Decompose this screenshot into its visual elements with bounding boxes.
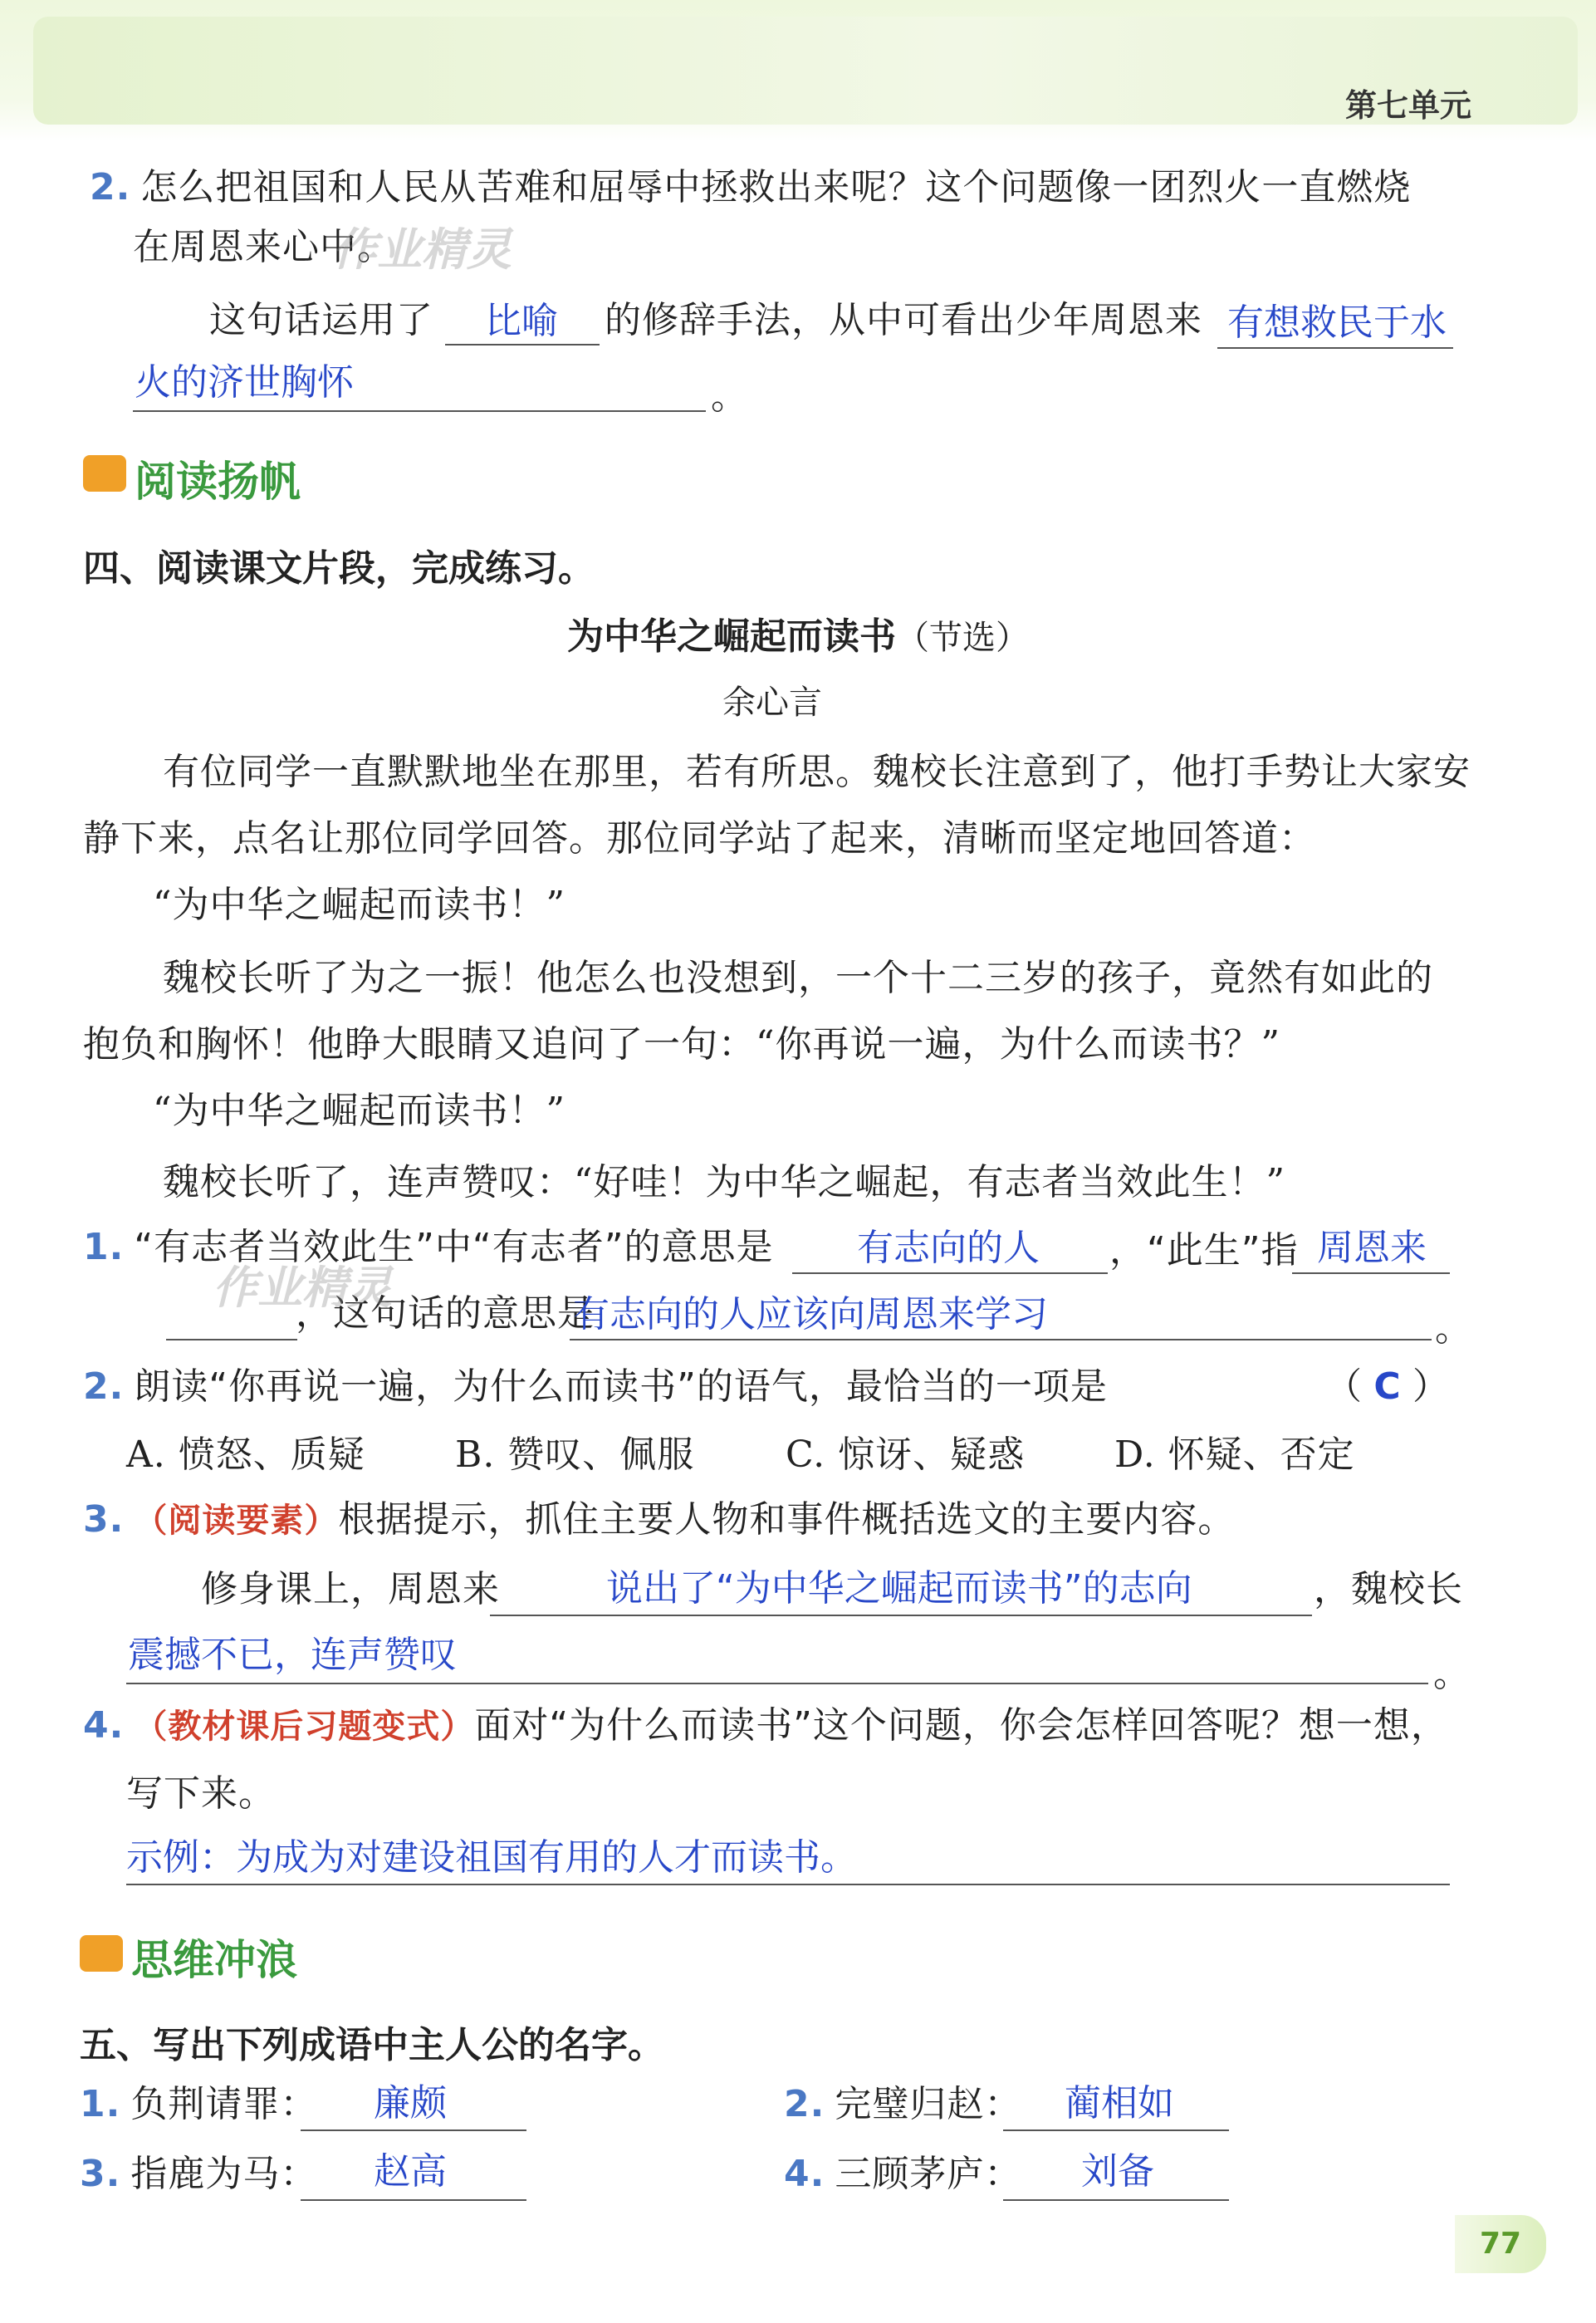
period: 。 [1433,1653,1471,1695]
section-title-reading: 阅读扬帆 [135,458,301,506]
q2-prev-fill-prefix: 这句话运用了 [209,299,433,341]
option-c: C. 惊讶、疑惑 [786,1433,1026,1476]
answer-text: 有志向的人 [857,1227,1040,1269]
q3-fill-mid: ，魏校长 [1314,1568,1463,1610]
passage-line: 静下来，点名让那位同学回答。那位同学站了起来，清晰而坚定地回答道： [83,817,1316,860]
q4-text2: 写下来。 [126,1772,276,1815]
option-d: D. 怀疑、否定 [1114,1433,1355,1476]
answer-text: 火的济世胸怀 [135,361,354,404]
question-number: 2. [83,1365,125,1408]
q1-text-b: ，“此生”指 [1109,1229,1299,1272]
passage-line: 有位同学一直默默地坐在那里，若有所思。魏校长注意到了，他打手势让大家安 [163,751,1471,793]
watermark: 作业精灵 [332,223,512,276]
answer-line [490,1615,1312,1616]
passage-title: 为中华之崛起而读书（节选） [567,615,1029,658]
passage-line: “为中华之崛起而读书！” [153,884,565,926]
answer-text: 蔺相如 [1065,2082,1174,2125]
answer-text: 赵高 [374,2150,447,2193]
answer-line [126,1683,1428,1684]
watermark: 作业精灵 [213,1262,392,1314]
period: 。 [1435,1307,1472,1350]
q2-prev-fill-mid: 的修辞手法，从中可看出少年周恩来 [605,299,1202,341]
passage-author: 余心言 [722,684,822,722]
question-number: 3. [83,1498,125,1541]
q4-text: 4. （教材课后习题变式）面对“为什么而读书”这个问题，你会怎样回答呢？想一想， [83,1704,1448,1747]
period: 。 [711,375,748,418]
answer-line [126,1884,1450,1885]
answer-text: 震撼不已，连声赞叹 [128,1634,457,1676]
unit-title: 第七单元 [1344,87,1471,124]
part5-title: 五、写出下列成语中主人公的名字。 [80,2024,664,2066]
question-number: 1. [83,1226,125,1268]
option-b: B. 赞叹、佩服 [455,1433,695,1476]
answer-paren: （ C ） [1325,1362,1450,1412]
passage-line: 抱负和胸怀！他睁大眼睛又追问了一句：“你再说一遍，为什么而读书？” [83,1023,1280,1066]
answer-line [445,344,600,346]
answer-line [301,2199,526,2201]
passage-line: 魏校长听了为之一振！他怎么也没想到，一个十二三岁的孩子，竟然有如此的 [163,957,1433,999]
q1-text-a: 1. “有志者当效此生”中“有志者”的意思是 [83,1226,774,1268]
answer-text: 周恩来 [1317,1227,1427,1269]
idiom-item: 1. 负荆请罪： [80,2083,318,2125]
answer-text: 有想救民于水 [1227,301,1447,344]
q2-text: 2. 朗读“你再说一遍，为什么而读书”的语气，最恰当的一项是 [83,1365,1108,1408]
part4-title: 四、阅读课文片段，完成练习。 [83,547,595,590]
question-number: 2. [90,166,131,208]
question-number: 4. [83,1704,125,1747]
answer-text: 刘备 [1081,2150,1154,2193]
answer-line [1003,2129,1229,2131]
answer-text: 比喻 [485,300,558,342]
passage-line: 魏校长听了，连声赞叹：“好哇！为中华之崛起，有志者当效此生！” [163,1161,1285,1203]
tag-textbook-variant: （教材课后习题变式） [134,1708,475,1746]
answer-line [301,2129,526,2131]
choice-answer: C [1373,1365,1402,1408]
idiom-item: 2. 完璧归赵： [784,2083,1022,2125]
answer-text: 廉颇 [374,2082,447,2125]
option-a: A. 愤怒、质疑 [126,1433,365,1476]
book-icon [83,455,126,492]
passage-line: “为中华之崛起而读书！” [153,1090,565,1132]
q1-text-c: ，这句话的意思是 [296,1292,595,1335]
q3-text: 3. （阅读要素）根据提示，抓住主要人物和事件概括选文的主要内容。 [83,1498,1236,1541]
q3-fill-prefix: 修身课上，周恩来 [201,1568,500,1610]
answer-line [166,1339,297,1340]
q2-prev-line2: 在周恩来心中。 [133,226,394,268]
answer-line [570,1339,1432,1340]
q2-prev-line1: 2. 怎么把祖国和人民从苦难和屈辱中拯救出来呢？这个问题像一团烈火一直燃烧 [90,166,1412,208]
idiom-item: 4. 三顾茅庐： [784,2153,1022,2195]
answer-line [1292,1272,1450,1274]
answer-text: 说出了“为中华之崛起而读书”的志向 [606,1567,1192,1610]
answer-line [792,1272,1108,1274]
wave-icon [80,1935,123,1972]
section-title-thinking: 思维冲浪 [131,1936,297,1984]
answer-line [1003,2199,1229,2201]
answer-line [1217,347,1453,349]
tag-reading-element: （阅读要素） [134,1502,339,1540]
answer-text: 有志向的人应该向周恩来学习 [573,1293,1048,1335]
idiom-item: 3. 指鹿为马： [80,2153,318,2195]
answer-text: 示例：为成为对建设祖国有用的人才而读书。 [126,1836,857,1879]
answer-line [133,410,706,412]
page-number: 77 [1455,2215,1546,2273]
